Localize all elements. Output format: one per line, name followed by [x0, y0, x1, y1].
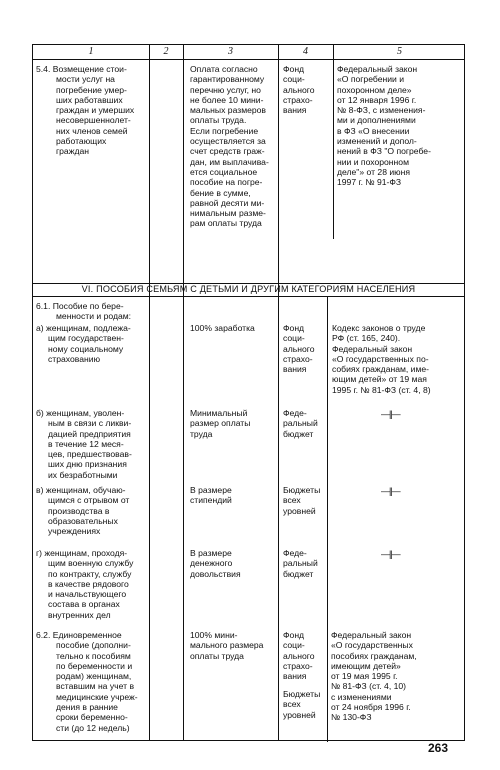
column-divider — [183, 45, 184, 740]
row-6-1-g-amount: В размере денежного довольствия — [190, 548, 241, 579]
row-6-1-b-ditto-mark: —||— — [381, 409, 400, 419]
page-number: 263 — [427, 741, 448, 755]
row-6-1-v-ditto-mark: —||— — [381, 486, 400, 496]
row-6-1-b-amount: Минимальный размер оплаты труда — [190, 408, 251, 439]
row-5-4-amount: Оплата согласно гарантированному перечню услуг, но не более 10 мини- мальных размеров оплаты труда. Если погребение осуществляется за счет средств граж- дан, им выплачива- ется социальное пособие на погре- бение в сумме, равной десяти ми- нимальным разме- рам оплаты труда — [190, 64, 269, 229]
row-6-2-description: 6.2. Единовременное пособие (дополни- тельно к пособиям по беременности и родам) женщинам, вставшим на учет в медицинские учреж- дения в ранние сроки беременно- сти (до 12 недель) — [36, 630, 138, 733]
row-6-2-funding-source-2: Бюджеты всех уровней — [283, 689, 321, 720]
column-divider — [278, 45, 279, 740]
row-5-4-legal-basis: Федеральный закон «О погребении и похоронном деле» от 12 января 1996 г. № 8-ФЗ, с изменения- ми и дополнениями в ФЗ «О внесении изменений и допол- нений в ФЗ "О погребе- нии и похоронном деле"» от 28 июня 1997 г. № 91-ФЗ — [337, 64, 431, 188]
row-6-1-heading: 6.1. Пособие по бере- менности и родам: — [36, 301, 132, 322]
row-6-1-g-funding-source: Феде- ральный бюджет — [283, 548, 318, 579]
row-6-1-v-funding-source: Бюджеты всех уровней — [283, 485, 321, 516]
legislation-table — [32, 44, 465, 741]
row-5-4-funding-source: Фонд соци- ального страхо- вания — [283, 64, 315, 116]
row-6-1-v-amount: В размере стипендий — [190, 485, 232, 506]
column-header-1: 1 — [88, 46, 94, 57]
column-header-5: 5 — [397, 46, 402, 57]
row-6-2-amount: 100% мини- мального размера оплаты труда — [190, 630, 264, 661]
column-divider — [333, 45, 334, 239]
row-6-1-g-description: г) женщинам, проходя- щим военную службу по контракту, службу в качестве рядового и начальствующего состава в органах внутренних дел — [36, 548, 134, 620]
row-6-1-a-description: а) женщинам, подлежа- щим государствен- ному социальному страхованию — [36, 323, 131, 364]
row-6-1-a-amount: 100% заработка — [190, 323, 255, 333]
row-6-2-legal-basis: Федеральный закон «О государственных пособиях гражданам, имеющим детей» от 19 мая 1995 г. № 81-ФЗ (ст. 4, 10) с изменениями от 24 ноября 1996 г. № 130-ФЗ — [331, 630, 417, 723]
section-rule-bottom — [33, 296, 464, 297]
row-6-1-b-funding-source: Феде- ральный бюджет — [283, 408, 318, 439]
row-6-1-g-ditto-mark: —||— — [381, 549, 400, 559]
column-divider — [149, 45, 150, 740]
column-header-3: 3 — [228, 46, 233, 57]
row-6-1-v-description: в) женщинам, обучаю- щимся с отрывом от производства в образовательных учреждениях — [36, 485, 130, 537]
section-title: VI. ПОСОБИЯ СЕМЬЯМ С ДЕТЬМИ И ДРУГИМ КАТЕГОРИЯМ НАСЕЛЕНИЯ — [81, 284, 416, 294]
header-rule — [33, 59, 464, 60]
column-header-2: 2 — [163, 46, 169, 57]
row-6-1-a-legal-basis: Кодекс законов о труде РФ (ст. 165, 240). Федеральный закон «О государственных по- собиях гражданам, име- ющим детей» от 19 мая 1995 г. № 81-ФЗ (ст. 4, 8) — [332, 323, 431, 395]
row-5-4-description: 5.4. Возмещение стои- мости услуг на погребение умер- ших работавших граждан и умерших несовершеннолет- них членов семей работающих граждан — [36, 64, 135, 157]
row-6-1-b-description: б) женщинам, уволен- ным в связи с ликви- дацией предприятия в течение 12 меся- цев, предшествовав- ших дню признания их безработными — [36, 408, 132, 480]
column-header-4: 4 — [303, 46, 308, 57]
column-divider — [327, 296, 328, 742]
row-6-1-a-funding-source: Фонд соци- ального страхо- вания — [283, 323, 315, 375]
row-6-2-funding-source-1: Фонд соци- ального страхо- вания — [283, 630, 315, 682]
